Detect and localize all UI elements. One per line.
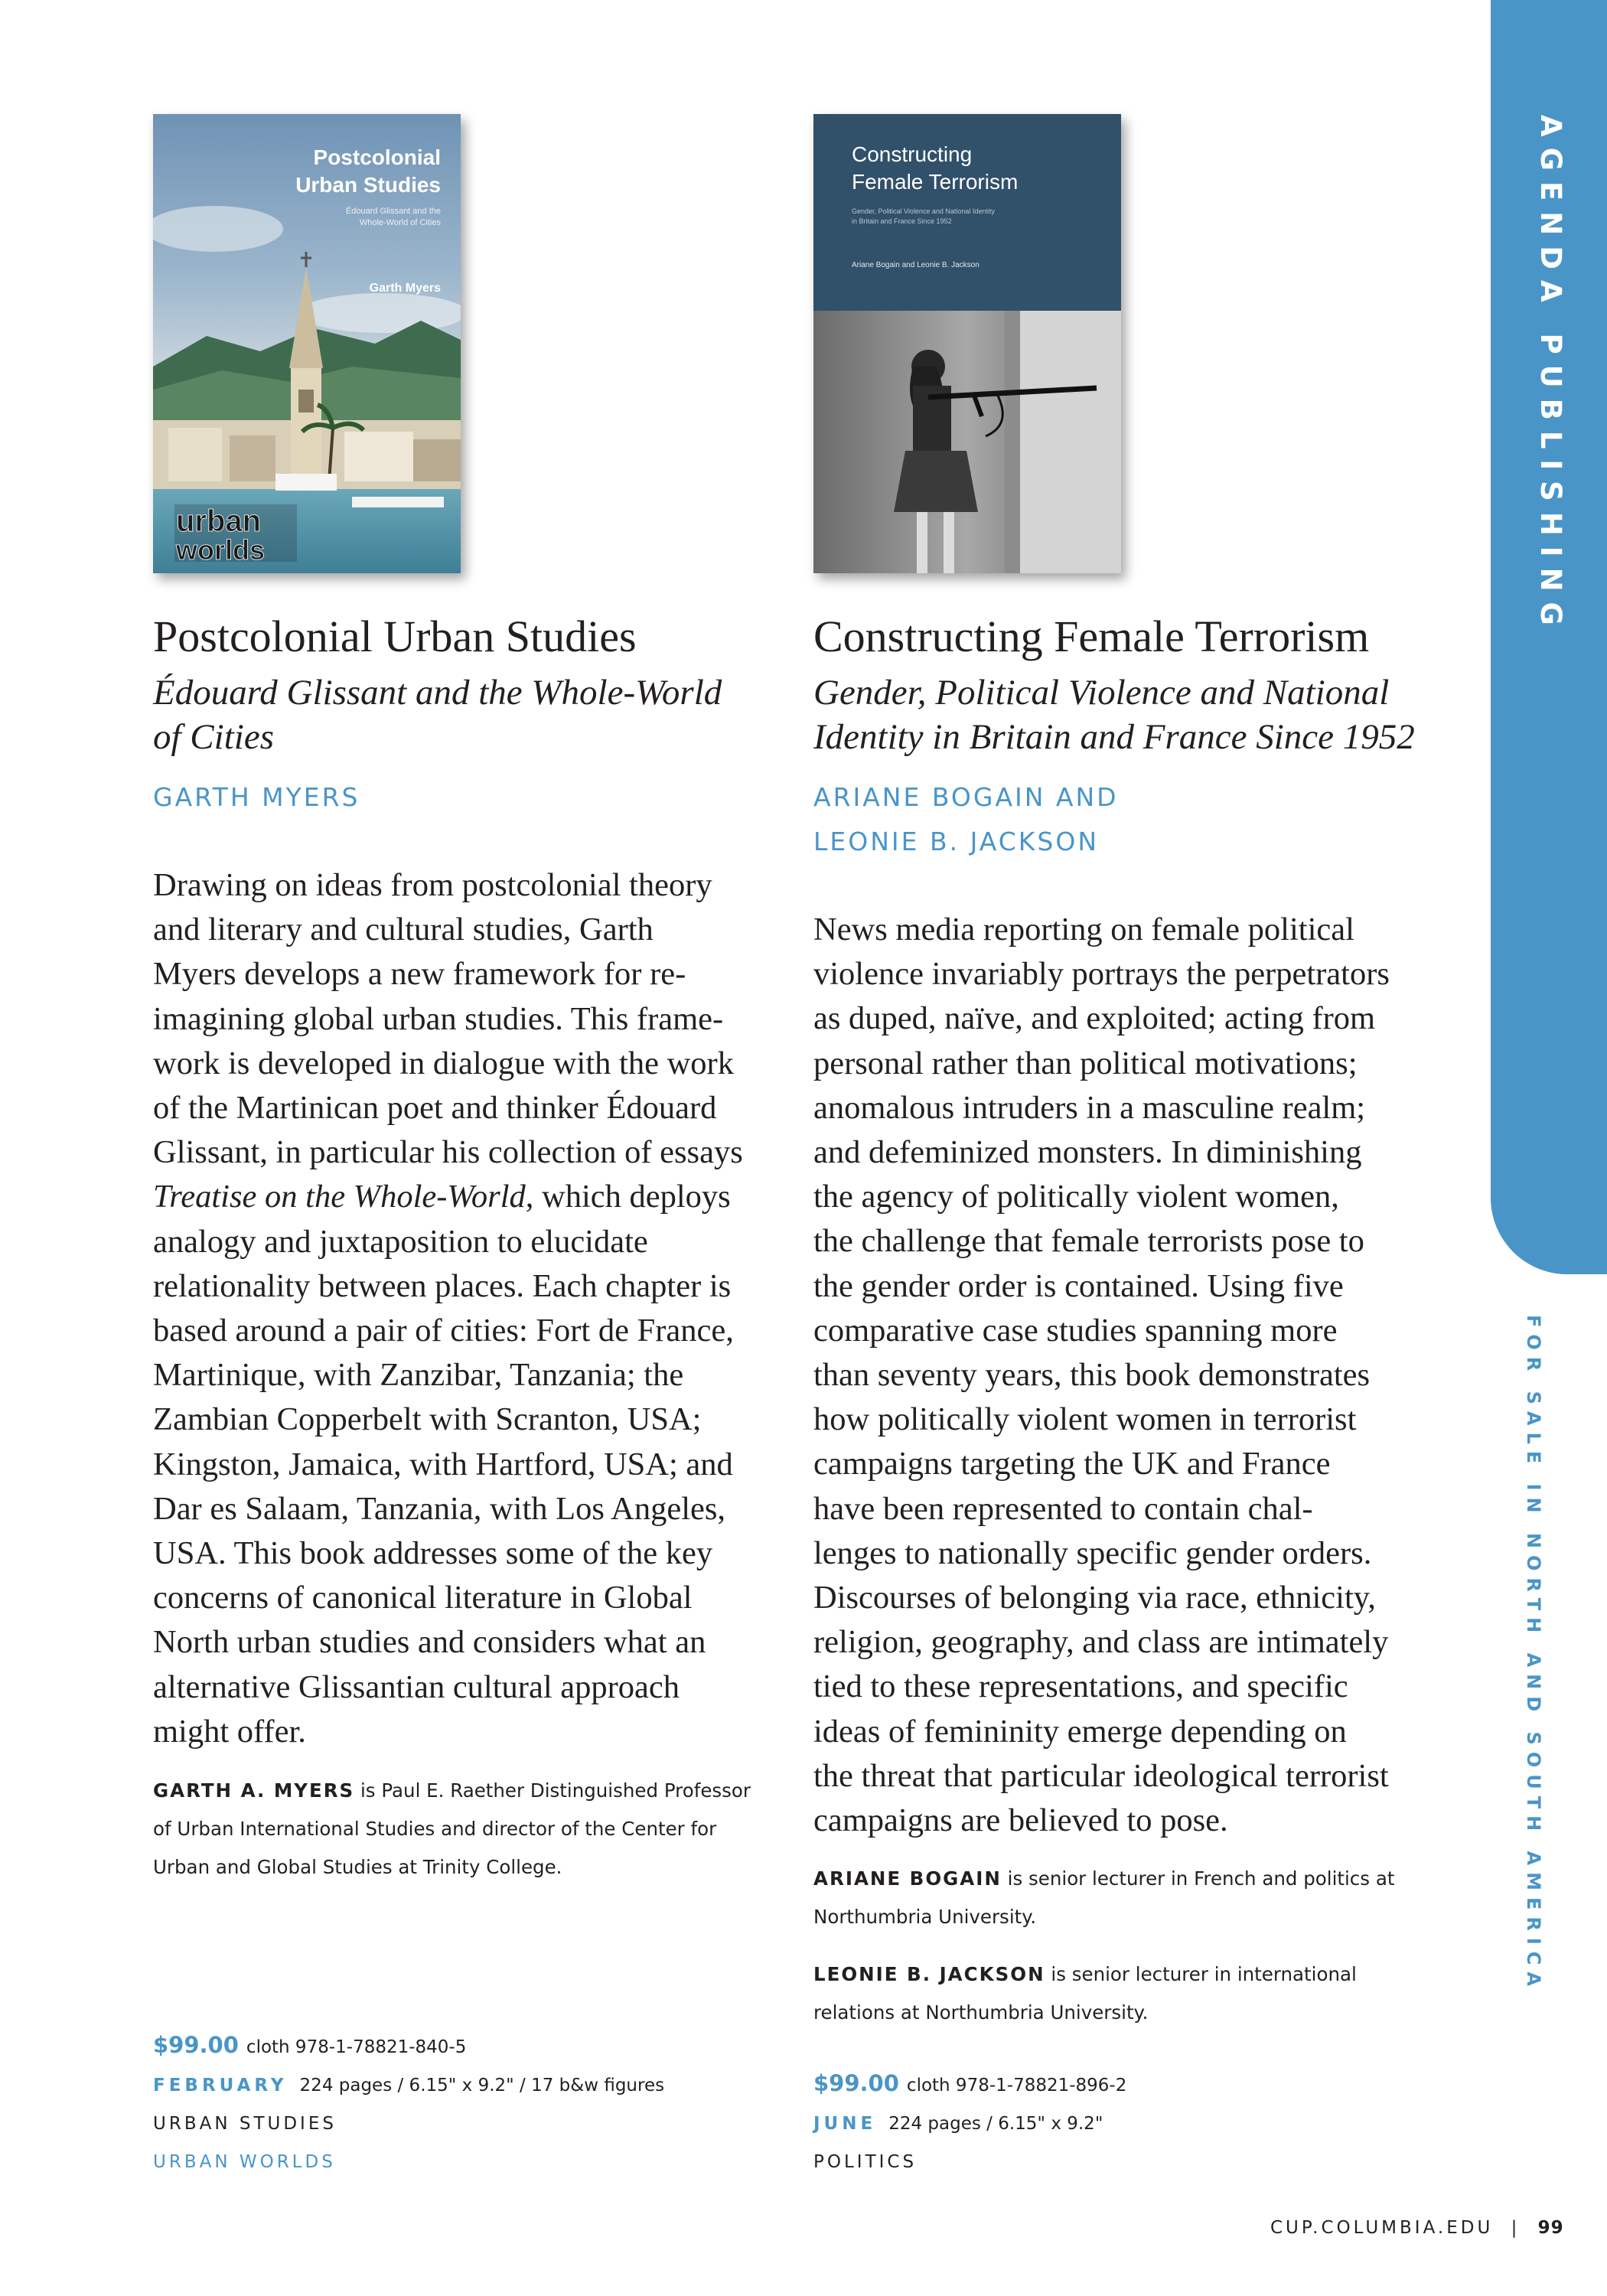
- book-title-reference: Treatise on the Whole-World: [153, 1179, 526, 1215]
- page-number: 99: [1537, 2218, 1564, 2238]
- description-line: religion, geography, and class are intimately: [813, 1624, 1389, 1661]
- bio-line: of Urban International Studies and director of the Center for: [153, 1818, 717, 1840]
- book-subtitle-line1: Édouard Glissant and the Whole-World: [153, 673, 722, 713]
- description-line: North urban studies and considers what an: [153, 1624, 706, 1661]
- description-line: News media reporting on female political: [813, 912, 1354, 947]
- description-line: work is developed in dialogue with the work: [153, 1045, 734, 1081]
- price-line: [153, 2026, 765, 2066]
- page-specs: 224 pages / 6.15" x 9.2": [888, 2114, 1103, 2134]
- cover-subtitle-line2: in Britain and France Since 1952: [852, 217, 952, 225]
- description-line: Dar es Salaam, Tanzania, with Los Angeles,: [153, 1490, 726, 1527]
- author-bio-jackson: [813, 1955, 1426, 2032]
- book-entry-female-terrorism: [813, 0, 1426, 2219]
- description-line: than seventy years, this book demonstrates: [813, 1357, 1371, 1394]
- bio-line: [813, 1955, 1426, 1994]
- description-line: anomalous intruders in a masculine realm;: [813, 1089, 1366, 1126]
- description-line: have been represented to contain chal-: [813, 1490, 1313, 1527]
- format-isbn: cloth 978-1-78821-896-2: [906, 2076, 1127, 2095]
- bio-author-name: GARTH A. MYERS: [153, 1779, 355, 1802]
- description-line: campaigns targeting the UK and France: [813, 1446, 1331, 1482]
- description-line: comparative case studies spanning more: [813, 1312, 1338, 1349]
- book-subtitle: [813, 670, 1441, 759]
- description-line: Zambian Copperbelt with Scranton, USA;: [153, 1401, 702, 1438]
- description-line: the threat that particular ideological terrorist: [813, 1757, 1389, 1794]
- book-author-line2: LEONIE B. JACKSON: [813, 827, 1100, 856]
- description-line: might offer.: [153, 1713, 306, 1750]
- description-line: concerns of canonical literature in Global: [153, 1580, 693, 1616]
- description-line: violence invariably portrays the perpetrators: [813, 956, 1390, 993]
- bio-author-name: LEONIE B. JACKSON: [813, 1963, 1045, 1985]
- description-line: [153, 1175, 765, 1219]
- book-meta: [153, 2026, 765, 2181]
- date-line: [813, 2105, 1426, 2143]
- description-line: Martinique, with Zanzibar, Tanzania; the: [153, 1357, 684, 1394]
- description-line: Drawing on ideas from postcolonial theory: [153, 867, 712, 903]
- description-line: lenges to nationally specific gender orders.: [813, 1534, 1372, 1571]
- description-line: ideas of femininity emerge depending on: [813, 1713, 1347, 1750]
- page-footer: [1270, 2218, 1564, 2238]
- format-isbn: cloth 978-1-78821-840-5: [246, 2037, 467, 2057]
- bio-line: [813, 1860, 1426, 1898]
- description-line: of the Martinican poet and thinker Édouard: [153, 1090, 717, 1127]
- book-subtitle-line2: of Cities: [153, 717, 274, 757]
- book-meta: [813, 2064, 1426, 2181]
- footer-separator: |: [1511, 2218, 1521, 2238]
- bio-line: relations at Northumbria University.: [813, 2001, 1149, 2024]
- description-line: Kingston, Jamaica, with Hartford, USA; and: [153, 1446, 733, 1482]
- book-entry-postcolonial: [153, 0, 765, 2219]
- book-author-line1: ARIANE BOGAIN AND: [813, 782, 1119, 812]
- cover-title-line1: Constructing: [852, 142, 973, 166]
- book-cover-female-terrorism[interactable]: [813, 114, 1121, 573]
- book-subtitle-line1: Gender, Political Violence and National: [813, 673, 1390, 713]
- book-title: Postcolonial Urban Studies: [153, 612, 637, 661]
- bio-text: is senior lecturer in French and politics at: [1001, 1867, 1395, 1890]
- bio-line: Northumbria University.: [813, 1906, 1037, 1928]
- book-title: Constructing Female Terrorism: [813, 612, 1370, 661]
- cover-author: Ariane Bogain and Leonie B. Jackson: [852, 261, 980, 269]
- urban-worlds-logo-line2: worlds: [176, 534, 266, 566]
- bio-author-name: ARIANE BOGAIN: [813, 1867, 1002, 1890]
- price: $99.00: [813, 2070, 899, 2096]
- description-line: campaigns are believed to pose.: [813, 1802, 1228, 1839]
- publisher-name: AGENDA PUBLISHING: [1534, 115, 1567, 636]
- description-line: and literary and cultural studies, Garth: [153, 912, 654, 948]
- bio-text: is Paul E. Raether Distinguished Professor: [354, 1779, 751, 1802]
- description-line: based around a pair of cities: Fort de France,: [153, 1313, 734, 1349]
- bio-line: [153, 1772, 765, 1810]
- bio-text: is senior lecturer in international: [1045, 1963, 1357, 1985]
- book-author: GARTH MYERS: [153, 782, 360, 812]
- pub-month: FEBRUARY: [153, 2076, 288, 2095]
- book-description: [813, 908, 1426, 1843]
- cover-title-line2: Female Terrorism: [852, 170, 1019, 194]
- cover-subtitle-line2: Whole-World of Cities: [359, 218, 441, 227]
- date-line: [153, 2066, 765, 2105]
- description-line: USA. This book addresses some of the key: [153, 1535, 713, 1572]
- book-cover-postcolonial[interactable]: [153, 114, 461, 573]
- cover-title-line2: Urban Studies: [295, 173, 441, 197]
- author-bio: [153, 1772, 765, 1887]
- price-line: [813, 2064, 1426, 2105]
- description-line: how politically violent women in terrorist: [813, 1401, 1357, 1438]
- series-link[interactable]: URBAN WORLDS: [153, 2152, 336, 2172]
- description-line: and defeminized monsters. In diminishing: [813, 1134, 1362, 1171]
- site-url[interactable]: CUP.COLUMBIA.EDU: [1270, 2218, 1494, 2238]
- book-subtitle-line2: Identity in Britain and France Since 1952: [813, 717, 1415, 757]
- book-description: [153, 863, 765, 1754]
- cover-subtitle-line1: Gender, Political Violence and National Identity: [852, 207, 995, 215]
- bio-line: Urban and Global Studies at Trinity College.: [153, 1856, 562, 1878]
- description-line: as duped, naïve, and exploited; acting from: [813, 1000, 1376, 1037]
- description-line: personal rather than political motivations;: [813, 1045, 1358, 1081]
- description-line: Myers develops a new framework for re-: [153, 956, 686, 993]
- price: $99.00: [153, 2032, 239, 2058]
- book-subtitle: [153, 670, 781, 759]
- pub-month: JUNE: [813, 2114, 877, 2134]
- description-line: analogy and juxtaposition to elucidate: [153, 1223, 648, 1260]
- category[interactable]: URBAN STUDIES: [153, 2114, 337, 2134]
- description-line: relationality between places. Each chapter is: [153, 1267, 732, 1304]
- description-line: the agency of politically violent women,: [813, 1179, 1339, 1215]
- description-text: , which deploys: [525, 1179, 731, 1215]
- description-line: alternative Glissantian cultural approach: [153, 1668, 680, 1705]
- page-specs: 224 pages / 6.15" x 9.2" / 17 b&w figures: [299, 2076, 665, 2095]
- description-line: Discourses of belonging via race, ethnicity,: [813, 1580, 1376, 1616]
- cover-author: Garth Myers: [369, 282, 441, 295]
- description-line: Glissant, in particular his collection of essays: [153, 1134, 743, 1171]
- cover-subtitle-line1: Édouard Glissant and the: [345, 207, 441, 216]
- description-line: the gender order is contained. Using five: [813, 1267, 1344, 1304]
- urban-worlds-logo-line1: urban: [176, 504, 262, 538]
- author-bio-bogain: [813, 1860, 1426, 1936]
- description-line: the challenge that female terrorists pose to: [813, 1223, 1364, 1260]
- category[interactable]: POLITICS: [813, 2152, 918, 2172]
- description-line: tied to these representations, and specific: [813, 1668, 1348, 1705]
- cover-title-line1: Postcolonial: [313, 145, 441, 169]
- description-line: imagining global urban studies. This frame-: [153, 1000, 724, 1037]
- sale-region-label: FOR SALE IN NORTH AND SOUTH AMERICA: [1523, 1315, 1544, 1993]
